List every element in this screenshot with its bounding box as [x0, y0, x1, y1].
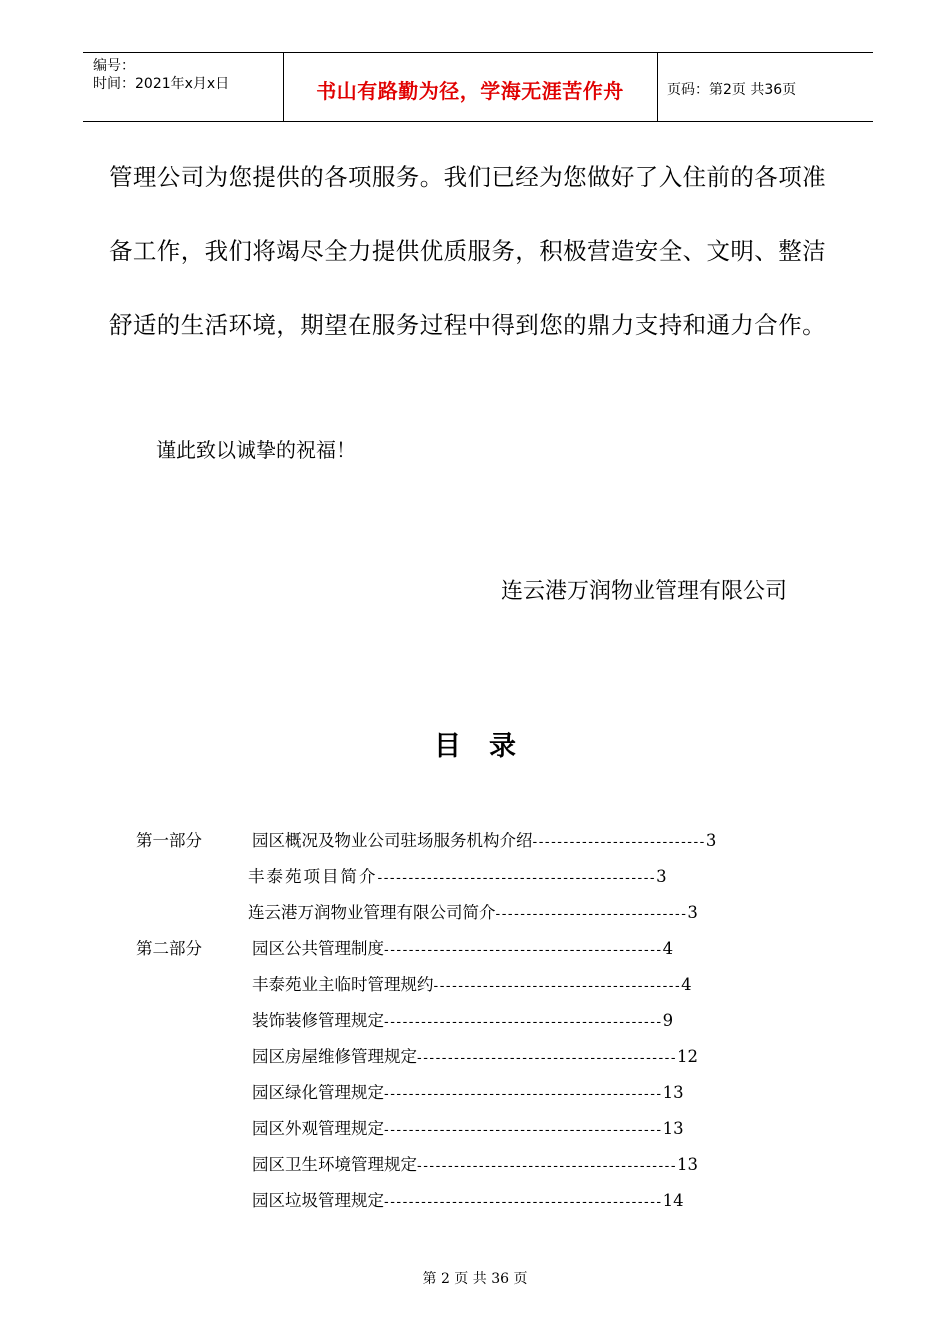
toc-title	[0, 724, 950, 763]
toc-entry-page: 13	[677, 1155, 699, 1174]
page-header	[83, 52, 873, 122]
toc-entry-leader: ---------------------------------------------	[384, 1015, 663, 1030]
document-number-label: 编号：	[93, 58, 135, 74]
toc-entry[interactable]	[252, 826, 842, 856]
header-motto: 书山有路勤为径，学海无涯苦作舟	[316, 79, 624, 103]
toc-entry-page: 9	[662, 1011, 674, 1030]
toc-entry-page: 13	[662, 1119, 684, 1138]
toc-entry-title: 装饰装修管理规定	[252, 1011, 384, 1030]
toc-entry-leader: ---------------------------------------------	[377, 871, 657, 886]
toc-entry-title: 园区公共管理制度	[252, 939, 384, 958]
toc-part-label: 第二部分	[136, 939, 202, 958]
toc-entry-title: 园区绿化管理规定	[252, 1083, 384, 1102]
toc-entry[interactable]	[252, 1186, 852, 1216]
letter-line: 备工作，我们将竭尽全力提供优质服务，积极营造安全、文明、整洁	[109, 237, 826, 265]
letter-line: 舒适的生活环境，期望在服务过程中得到您的鼎力支持和通力合作。	[109, 311, 826, 339]
toc-entry-title: 连云港万润物业管理有限公司简介	[248, 903, 496, 922]
toc-entry-page: 3	[656, 867, 669, 886]
header-divider	[657, 53, 658, 121]
letter-greeting: 谨此致以诚挚的祝福！	[156, 438, 356, 462]
toc-entry-leader: -------------------------------	[495, 907, 688, 922]
toc-entry-title: 园区外观管理规定	[252, 1119, 384, 1138]
toc-entry-leader: ----------------------------------------	[433, 979, 682, 994]
toc-entry-page: 13	[662, 1083, 684, 1102]
toc-entry[interactable]	[252, 1006, 842, 1036]
toc-entry-page: 4	[681, 975, 692, 994]
toc-entry-leader: ---------------------------------------------	[384, 943, 663, 958]
toc-entry-leader: ----------------------------	[532, 835, 706, 850]
toc-entry-leader: ---------------------------------------------	[384, 1195, 663, 1210]
toc-entry-leader: ------------------------------------------	[417, 1159, 678, 1174]
toc-entry-title: 丰泰苑项目简介	[248, 867, 378, 886]
letter-paragraph	[109, 140, 854, 362]
letter-signature: 连云港万润物业管理有限公司	[501, 579, 788, 604]
toc-entry-title: 园区卫生环境管理规定	[252, 1155, 417, 1174]
document-time-label: 时间：2021年x月x日	[93, 76, 230, 92]
toc-entry[interactable]	[252, 934, 842, 964]
toc-entry-page: 3	[687, 903, 698, 922]
toc-entry[interactable]	[252, 1150, 852, 1180]
toc-entry-title: 丰泰苑业主临时管理规约	[252, 975, 434, 994]
toc-entry-leader: ---------------------------------------------	[384, 1123, 663, 1138]
header-meta	[93, 57, 229, 93]
toc-entry-title: 园区概况及物业公司驻场服务机构介绍	[252, 831, 533, 850]
toc-entry[interactable]	[252, 1042, 852, 1072]
toc-entry-leader: ---------------------------------------------	[384, 1087, 663, 1102]
toc-entry[interactable]	[252, 1078, 852, 1108]
toc-entry[interactable]	[252, 970, 842, 1000]
toc-entry-page: 12	[677, 1047, 699, 1066]
toc-entry[interactable]	[248, 862, 838, 892]
toc-entry-title: 园区房屋维修管理规定	[252, 1047, 417, 1066]
toc-entry[interactable]	[248, 898, 848, 928]
toc-part-label: 第一部分	[136, 831, 202, 850]
toc-entry-title: 园区垃圾管理规定	[252, 1191, 384, 1210]
header-page-info: 页码：第2页 共36页	[667, 82, 797, 98]
toc-entry-page: 3	[705, 831, 717, 850]
toc-title-char: 目	[434, 731, 461, 762]
toc-entry-leader: ------------------------------------------	[417, 1051, 678, 1066]
toc-title-char: 录	[489, 731, 516, 762]
letter-line: 管理公司为您提供的各项服务。我们已经为您做好了入住前的各项准	[109, 163, 826, 191]
toc-entry[interactable]	[252, 1114, 852, 1144]
toc-entry-page: 14	[662, 1191, 684, 1210]
toc-entry-page: 4	[662, 939, 674, 958]
page-footer: 第 2 页 共 36 页	[422, 1271, 528, 1287]
